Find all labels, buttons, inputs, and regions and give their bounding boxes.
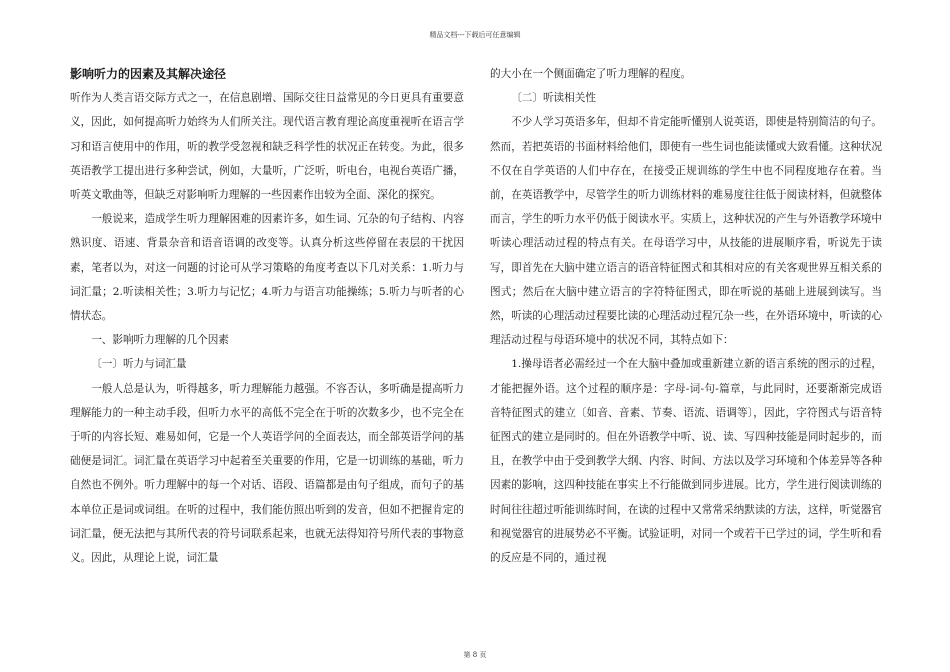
body-paragraph: 1.操母语者必需经过一个在大脑中叠加或重新建立新的语言系统的图示的过程，才能把握外语。这个过程的顺序是：字母-词-句-篇章，与此同时，还要渐渐完成语音特征图式的建立〔如音、音素、节奏、语流、语调等〕，因此，字符图式与语音特征图式的建立是同时的。但在外语教学中听、说、读、写四种技能是同时起步的，而且，在教学中由于受到教学大纲、内容、时间、方法以及学习环境和个体差异等各种因素的影响，这四种技能在事实上不行能做到同步进展。比方，学生进行阅读训练的时间往往超过听能训练时间，在读的过程中又常常采纳默读的方法，这样，听觉器官和视觉器官的进展势必不平衡。试验证明，对同一个或若干已学过的词，学生听和看的反应是不同的，通过视 (490, 358, 882, 565)
subsection-heading: 〔一〕听力与词汇量 (91, 358, 187, 371)
continuation-paragraph: 的大小在一个侧面确定了听力理解的程度。 (490, 68, 692, 80)
right-column (490, 62, 882, 570)
intro-paragraph: 听作为人类言语交际方式之一，在信息剧增、国际交往日益常见的今日更具有重要意义，因此，如何提高听力始终为人们所关注。现代语言教育理论高度重视听在语言学习和语言使用中的作用，听的教学受忽视和缺乏科学性的状况正在转变。为此，很多英语教学工提出进行多种尝试，例如，大量听，广泛听，听电台，电视台英语广播，听英文歌曲等，但缺乏对影响听力理解的一些因素作出较为全面、深化的探究。 (70, 92, 464, 202)
body-paragraph: 一般说来，造成学生听力理解困难的因素许多，如生词、冗杂的句子结构、内容熟识度、语速、背景杂音和语音语调的改变等。认真分析这些停留在表层的干扰因素，笔者以为，对这一问题的讨论可从学习策略的角度考查以下几对关系：1.听力与词汇量；2.听读相关性；3.听力与记忆；4.听力与语言功能操练；5.听力与听者的心情状态。 (70, 213, 464, 323)
page-header: 精品文档---下载后可任意编辑 (429, 31, 521, 39)
left-column (70, 62, 464, 570)
section-heading: 一、影响听力理解的几个因素 (91, 334, 229, 347)
body-paragraph: 不少人学习英语多年，但却不肯定能听懂别人说英语，即使是特别简洁的句子。然而，若把英语的书面材料给他们，即使有一些生词也能读懂或大致看懂。这种状况不仅在自学英语的人们中存在，在接受正规训练的学生中也不同程度地存在着。当前，在英语教学中，尽管学生的听力训练材料的难易度往往低于阅读材料，但就整体而言，学生的听力水平仍低于阅读水平。实质上，这种状况的产生与外语教学环境中听读心理活动过程的特点有关。在母语学习中，从技能的进展顺序看，听说先于读写，即首先在大脑中建立语言的语音特征图式和其相对应的有关客观世界互相关系的图式；然后在大脑中建立语言的字符特征图式，即在听说的基础上进展到读写。当然，听读的心理活动过程要比读的心理活动过程冗杂一些，在外语环境中，听读的心理活动过程与母语环境中的状况不同，其特点如下： (490, 116, 882, 347)
body-paragraph: 一般人总是认为，听得越多，听力理解能力越强。不容否认，多听确是提高听力理解能力的一种主动手段，但听力水平的高低不完全在于听的次数多少，也不完全在于听的内容长短、难易如何，它是一个人英语学问的全面表达，而全部英语学问的基础便是词汇。词汇量在英语学习中起着至关重要的作用，它是一切训练的基础，听力自然也不例外。听力理解中的每一个对话、语段、语篇都是由句子组成，而句子的基本单位正是词或词组。在听的过程中，我们能仿照出听到的发音，但如不把握肯定的词汇量，便无法把与其所代表的符号词联系起来，也就无法得知符号所代表的事物意义。因此，从理论上说，词汇量 (70, 382, 464, 565)
subsection-heading: 〔二〕听读相关性 (511, 92, 596, 105)
page-number: 第 8 页 (463, 651, 487, 659)
article-title: 影响听力的因素及其解决途径 (70, 67, 227, 81)
